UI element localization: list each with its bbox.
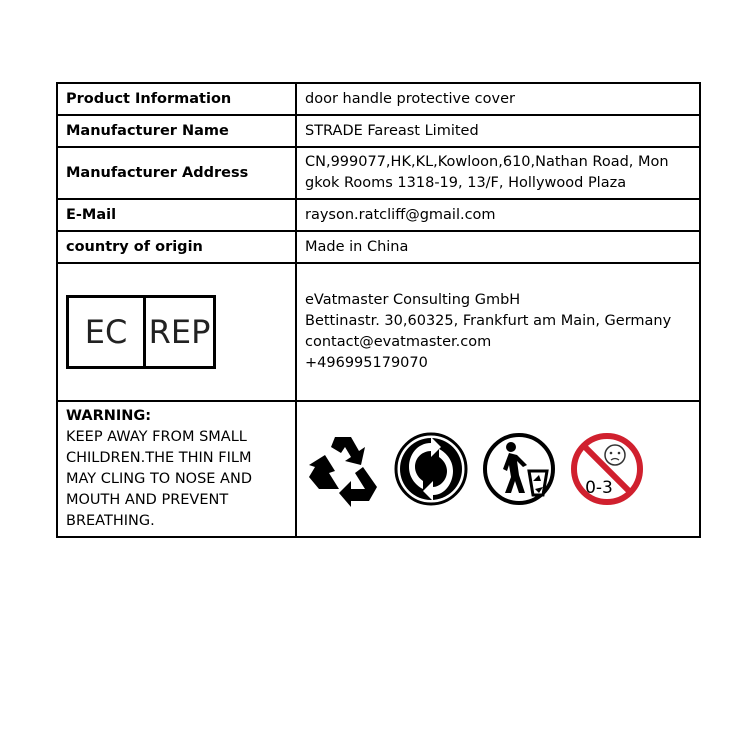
symbols-row [305,431,691,507]
table-row [57,147,700,199]
warning-line-5: BREATHING. [66,513,155,529]
recycle-icon [305,431,381,507]
not-for-children-icon [569,431,645,507]
ec-rep-email: contact@evatmaster.com [305,334,492,350]
ec-rep-left: EC [69,298,146,366]
product-information-value: door handle protective cover [296,83,700,115]
table-row [57,401,700,537]
ec-rep-phone: +496995179070 [305,355,428,371]
product-info-table [56,82,701,538]
country-of-origin-label: country of origin [57,231,296,263]
table-row [57,115,700,147]
warning-cell [57,401,296,537]
symbols-cell [296,401,700,537]
address-line-2: gkok Rooms 1318-19, 13/F, Hollywood Plaza [305,175,627,191]
country-of-origin-value: Made in China [296,231,700,263]
warning-line-2: CHILDREN.THE THIN FILM [66,450,252,466]
warning-line-4: MOUTH AND PREVENT [66,492,229,508]
table-row [57,231,700,263]
product-information-label: Product Information [57,83,296,115]
email-value: rayson.ratcliff@gmail.com [296,199,700,231]
tidyman-icon [481,431,557,507]
manufacturer-address-label: Manufacturer Address [57,147,296,199]
warning-line-1: KEEP AWAY FROM SMALL [66,429,247,445]
table-row [57,199,700,231]
warning-title: WARNING: [66,408,152,424]
manufacturer-name-value: STRADE Fareast Limited [296,115,700,147]
manufacturer-address-value [296,147,700,199]
age-label: 0-3 [585,478,613,498]
warning-line-3: MAY CLING TO NOSE AND [66,471,252,487]
ec-rep-details [296,263,700,401]
email-label: E-Mail [57,199,296,231]
address-line-1: CN,999077,HK,KL,Kowloon,610,Nathan Road, Mon [305,154,669,170]
manufacturer-name-label: Manufacturer Name [57,115,296,147]
table-row [57,83,700,115]
table-row [57,263,700,401]
ec-rep-cell [57,263,296,401]
green-dot-icon [393,431,469,507]
ec-rep-company: eVatmaster Consulting GmbH [305,292,521,308]
ec-rep-logo [66,295,216,369]
ec-rep-right: REP [148,312,211,351]
ec-rep-address: Bettinastr. 30,60325, Frankfurt am Main, Germany [305,313,672,329]
